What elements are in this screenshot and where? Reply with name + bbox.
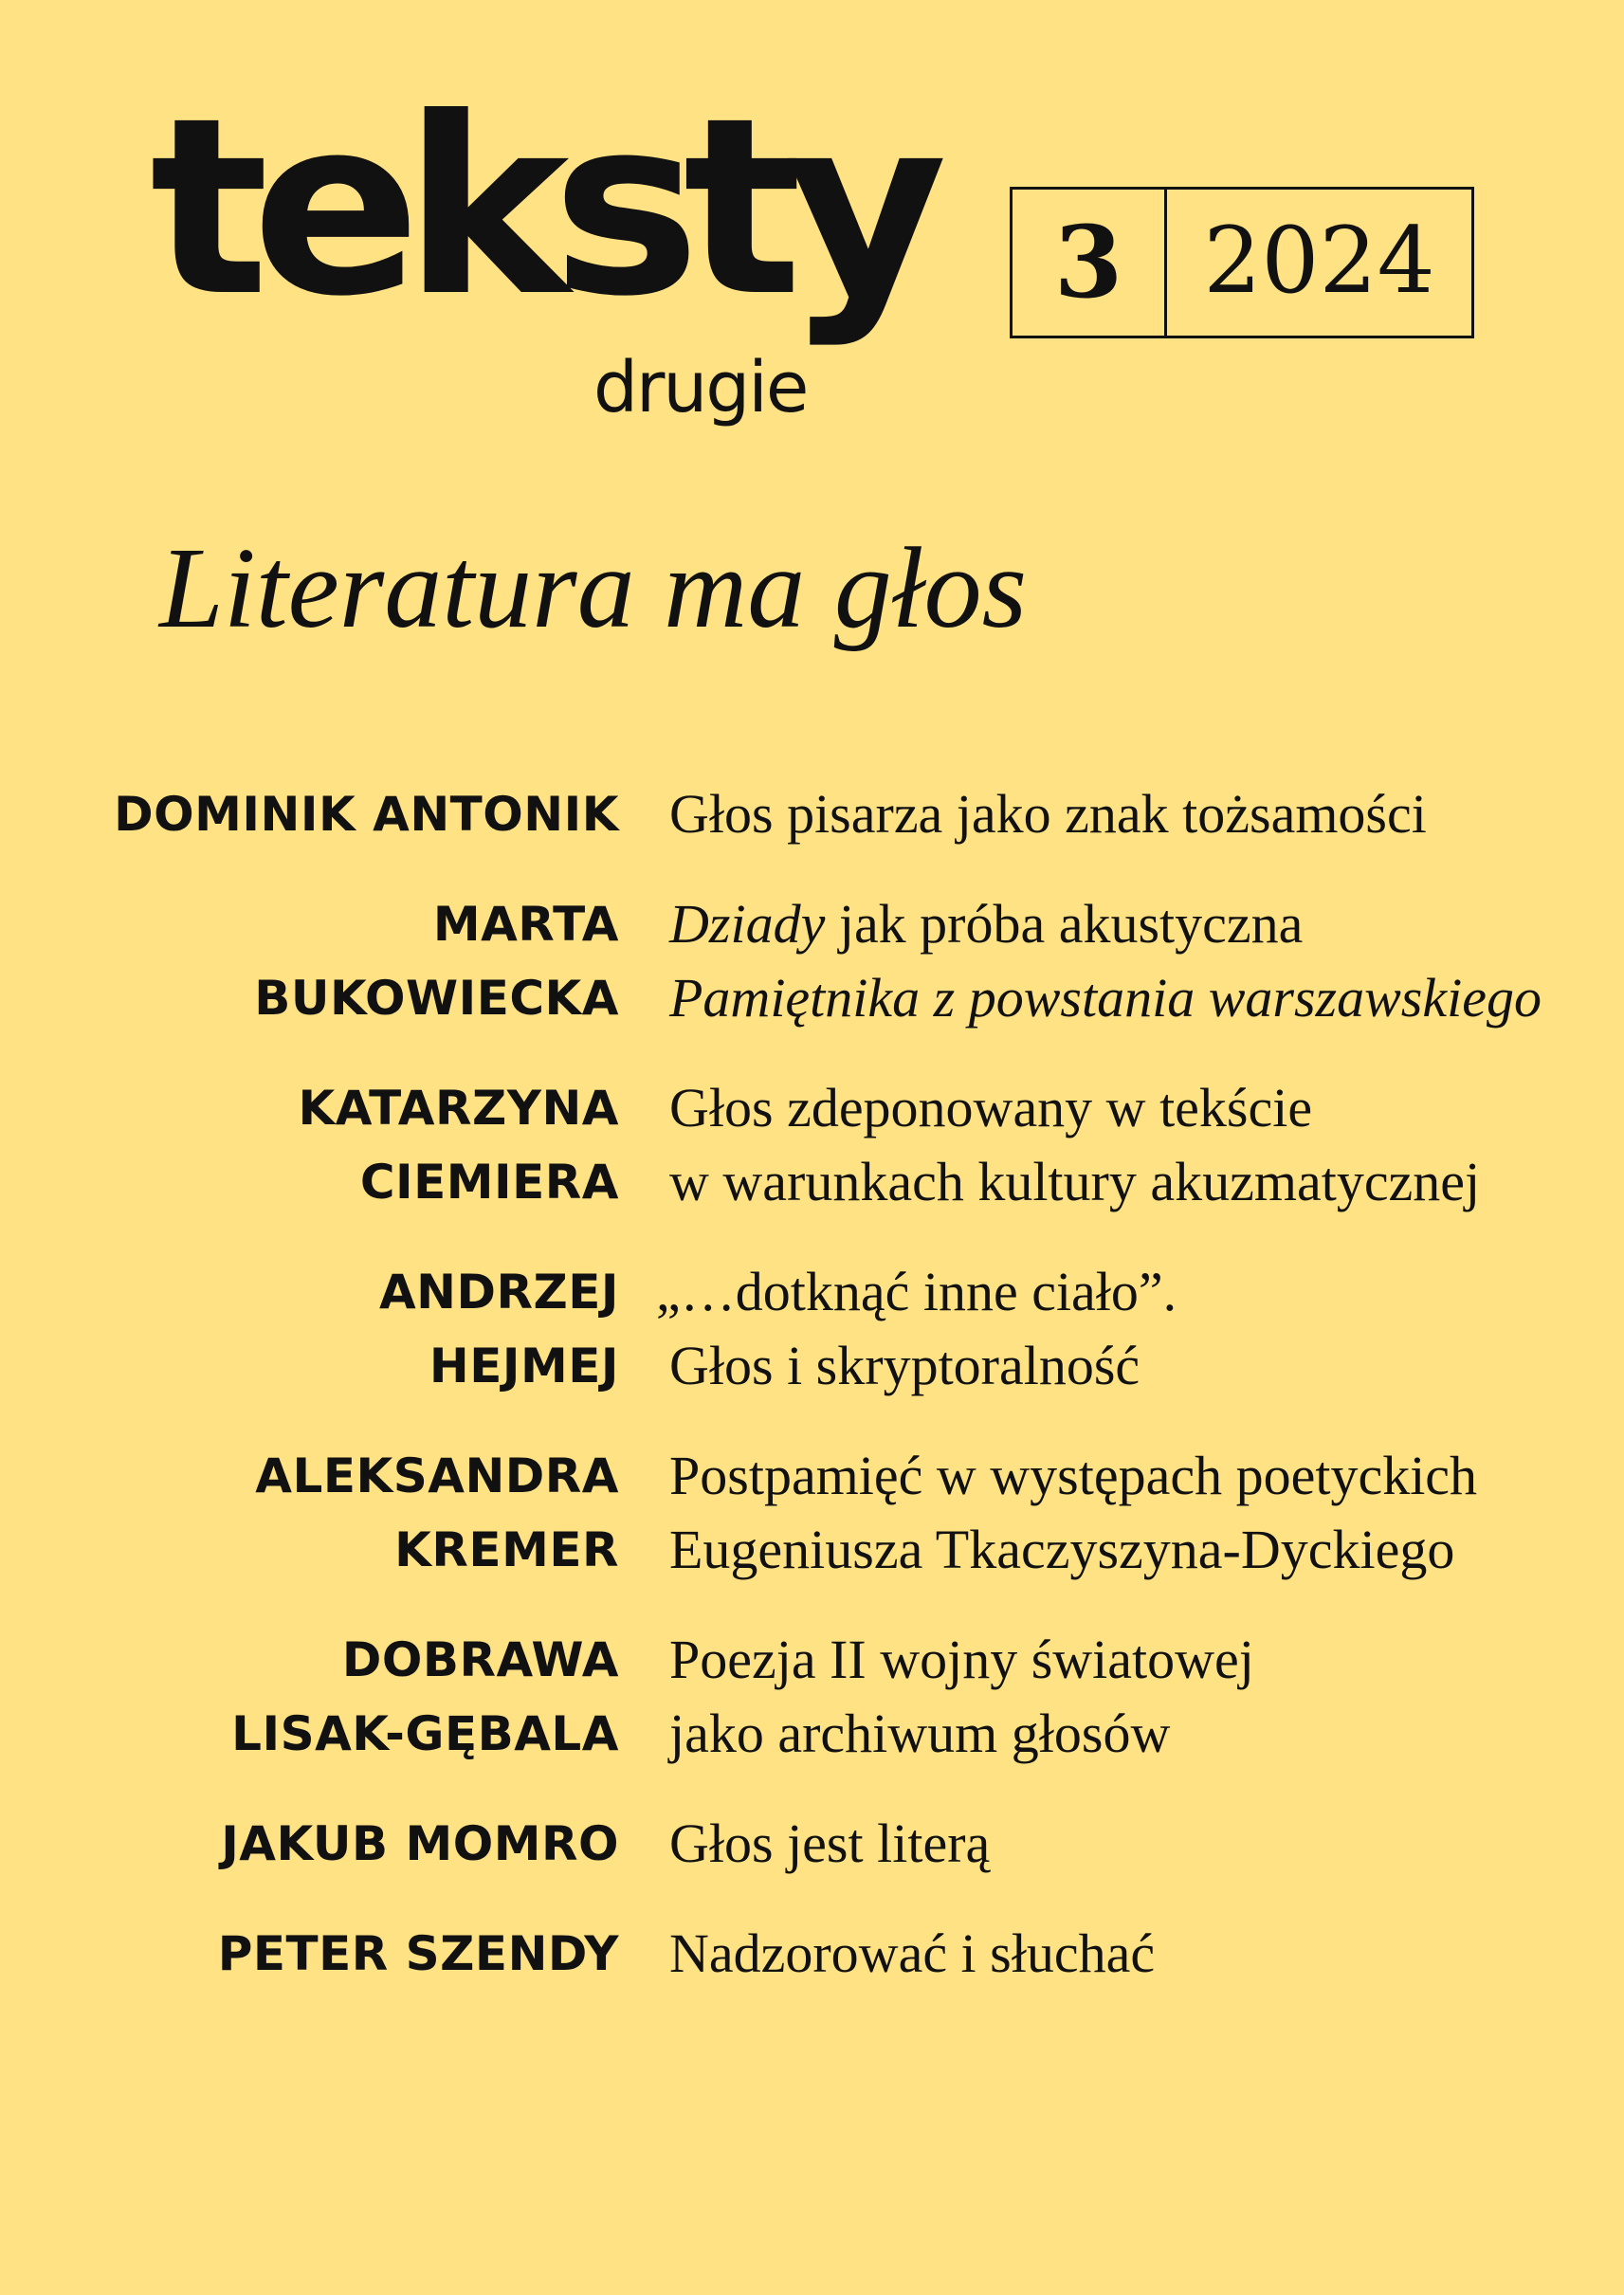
title-line: „…dotknąć inne ciało”. bbox=[656, 1261, 1177, 1322]
title-line: jako archiwum głosów bbox=[669, 1703, 1171, 1764]
title-line: Eugeniusza Tkaczyszyna-Dyckiego bbox=[669, 1519, 1455, 1580]
author-line: ALEKSANDRA bbox=[255, 1448, 619, 1503]
author-line: ANDRZEJ bbox=[378, 1265, 619, 1320]
title-roman-part: jak próba akustyczna bbox=[825, 893, 1304, 955]
toc-author bbox=[254, 887, 619, 1035]
toc-author bbox=[221, 1807, 619, 1881]
toc-author bbox=[255, 1439, 619, 1587]
toc-author bbox=[114, 777, 619, 851]
author-line: HEJMEJ bbox=[429, 1339, 619, 1393]
toc-title bbox=[669, 1807, 990, 1881]
title-line: Poezja II wojny światowej bbox=[669, 1629, 1254, 1690]
toc-author bbox=[218, 1917, 619, 1991]
issue-box bbox=[1010, 187, 1474, 338]
title-line: w warunkach kultury akuzmatycznej bbox=[669, 1151, 1481, 1212]
author-line: CIEMIERA bbox=[359, 1155, 619, 1210]
journal-logo-main: teksty bbox=[150, 65, 931, 350]
author-line: MARTA bbox=[432, 897, 619, 952]
title-line: Głos jest literą bbox=[669, 1812, 991, 1874]
title-line: Nadzorować i słuchać bbox=[669, 1922, 1156, 1984]
title-line: Głos zdeponowany w tekście bbox=[669, 1077, 1313, 1138]
toc-author bbox=[379, 1255, 619, 1403]
title-line: Głos pisarza jako znak tożsamości bbox=[669, 783, 1427, 845]
author-line: DOMINIK ANTONIK bbox=[114, 787, 619, 842]
title-italic-part: Dziady bbox=[669, 893, 826, 955]
author-line: LISAK-GĘBALA bbox=[231, 1706, 619, 1761]
title-line bbox=[669, 887, 1542, 961]
toc-title bbox=[669, 887, 1542, 1035]
title-line: Postpamięć w występach poetyckich bbox=[669, 1445, 1478, 1506]
author-line: KATARZYNA bbox=[298, 1081, 619, 1136]
title-line: Pamiętnika z powstania warszawskiego bbox=[669, 967, 1542, 1029]
toc-title bbox=[669, 1071, 1480, 1219]
title-line: Głos i skryptoralność bbox=[669, 1335, 1140, 1396]
issue-year: 2024 bbox=[1203, 208, 1435, 314]
toc-title bbox=[669, 1623, 1254, 1771]
author-line: KREMER bbox=[394, 1522, 619, 1577]
issue-title: Literatura ma głos bbox=[159, 524, 1028, 652]
toc-title bbox=[669, 1439, 1477, 1587]
author-line: PETER SZENDY bbox=[217, 1926, 619, 1981]
toc-author bbox=[299, 1071, 619, 1219]
toc-author bbox=[231, 1623, 619, 1771]
author-line: BUKOWIECKA bbox=[254, 971, 619, 1026]
journal-logo-sub: drugie bbox=[593, 347, 808, 428]
author-line: DOBRAWA bbox=[341, 1632, 619, 1687]
issue-number: 3 bbox=[1013, 190, 1167, 336]
toc-title bbox=[669, 777, 1427, 851]
author-line: JAKUB MOMRO bbox=[221, 1816, 619, 1871]
toc-title bbox=[656, 1255, 1177, 1403]
toc-title bbox=[669, 1917, 1155, 1991]
